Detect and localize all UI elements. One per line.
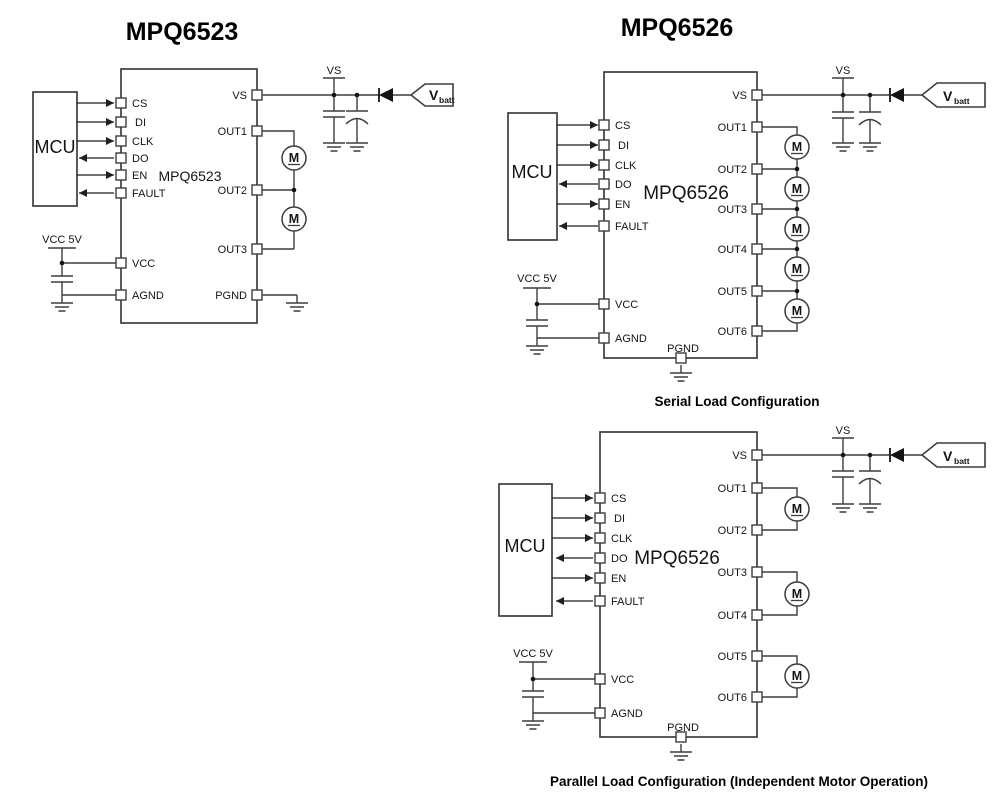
motor-label: M <box>288 151 300 165</box>
pin-square-di <box>599 140 609 150</box>
pin-label-out5: OUT5 <box>717 286 747 298</box>
ground-icon <box>346 135 368 151</box>
vcc-flag-label: VCC 5V <box>517 273 557 285</box>
pin-label-do: DO <box>611 553 628 565</box>
pin-square-fault <box>595 596 605 606</box>
pin-label-vs: VS <box>732 450 747 462</box>
vs-wires <box>262 78 411 135</box>
mcu-label: MCU <box>511 162 553 182</box>
junction-dot <box>535 302 540 307</box>
mcu-label: MCU <box>504 536 546 556</box>
circuit-mpq6526-parallel <box>499 425 985 789</box>
pin-label-pgnd: PGND <box>667 722 699 734</box>
vbatt-label: V <box>943 88 953 104</box>
pin-square-do <box>599 179 609 189</box>
motor-label: M <box>791 587 803 601</box>
ground-icon <box>522 713 544 729</box>
pin-square-do <box>116 153 126 163</box>
pin-label-out1: OUT1 <box>717 122 747 134</box>
pin-label-out4: OUT4 <box>717 610 747 622</box>
junction-dot <box>868 93 873 98</box>
junction-dot <box>531 677 536 682</box>
circuit-mpq6526-serial <box>508 14 985 409</box>
junction-dot <box>355 93 360 98</box>
pin-square-clk <box>116 136 126 146</box>
capacitor-icon <box>522 691 544 697</box>
pin-square-cs <box>599 120 609 130</box>
pin-square-vs <box>752 90 762 100</box>
junction-dot <box>292 188 297 193</box>
pin-label-cs: CS <box>132 98 148 110</box>
pin-square-out5 <box>752 286 762 296</box>
pin-label-vcc: VCC <box>615 299 639 311</box>
ic-label: MPQ6526 <box>634 548 720 569</box>
pin-square-out1 <box>752 122 762 132</box>
pin-square-out2 <box>752 164 762 174</box>
pin-square-en <box>595 573 605 583</box>
vbatt-sub-label: batt <box>954 456 970 466</box>
ground-icon <box>51 295 73 311</box>
pin-square-clk <box>599 160 609 170</box>
capacitor-icon <box>832 471 854 477</box>
pin-label-cs: CS <box>615 120 631 132</box>
ground-icon <box>323 135 345 151</box>
pin-square-out5 <box>752 651 762 661</box>
ground-icon <box>832 135 854 151</box>
motor-label: M <box>791 222 803 236</box>
vcc-wires <box>48 248 116 295</box>
ground-icon <box>859 496 881 512</box>
mcu-signal-arrows <box>77 103 114 193</box>
pin-label-en: EN <box>132 170 148 182</box>
vbatt-sub-label: batt <box>954 96 970 106</box>
serial-caption: Serial Load Configuration <box>654 394 820 409</box>
junction-dot <box>795 247 800 252</box>
pin-label-vs: VS <box>732 90 747 102</box>
ground-icon <box>859 135 881 151</box>
pin-label-out6: OUT6 <box>717 326 747 338</box>
vs-flag-label: VS <box>835 65 851 77</box>
pin-square-pgnd <box>252 290 262 300</box>
junction-dot <box>795 167 800 172</box>
pin-label-agnd: AGND <box>615 333 647 345</box>
parallel-caption: Parallel Load Configuration (Independent Motor Operation) <box>550 774 928 789</box>
ground-icon <box>526 338 548 354</box>
pin-square-out6 <box>752 692 762 702</box>
vbatt-label: V <box>943 448 953 464</box>
mcu-signal-arrows <box>557 125 598 226</box>
pin-label-cs: CS <box>611 493 627 505</box>
vbatt-label: V <box>429 87 439 103</box>
pin-square-vs <box>252 90 262 100</box>
pin-square-out3 <box>752 567 762 577</box>
pin-label-out1: OUT1 <box>217 126 247 138</box>
pin-label-do: DO <box>132 153 149 165</box>
pin-square-fault <box>116 188 126 198</box>
pin-square-vcc <box>599 299 609 309</box>
ground-icon <box>670 365 692 381</box>
pin-square-do <box>595 553 605 563</box>
circuit2-title: MPQ6526 <box>620 14 734 42</box>
pin-label-fault: FAULT <box>611 596 645 608</box>
pin-square-vs <box>752 450 762 460</box>
vcc-wires <box>523 288 599 338</box>
motor-label: M <box>791 502 803 516</box>
pin-square-out2 <box>252 185 262 195</box>
ground-icon <box>832 496 854 512</box>
motor-label: M <box>791 262 803 276</box>
pin-label-di: DI <box>618 140 629 152</box>
vs-flag-label: VS <box>326 65 342 77</box>
pin-square-out6 <box>752 326 762 336</box>
pin-square-agnd <box>116 290 126 300</box>
pin-label-out4: OUT4 <box>717 244 747 256</box>
pin-label-out2: OUT2 <box>717 525 747 537</box>
motor-loads <box>762 488 809 697</box>
motor-label: M <box>791 140 803 154</box>
pgnd-branch <box>262 295 308 311</box>
pin-label-en: EN <box>615 199 631 211</box>
mcu-label: MCU <box>34 137 76 157</box>
pin-label-agnd: AGND <box>132 290 164 302</box>
pin-label-do: DO <box>615 179 632 191</box>
pin-label-agnd: AGND <box>611 708 643 720</box>
pin-label-clk: CLK <box>132 136 154 148</box>
pin-square-out4 <box>752 610 762 620</box>
diode-icon <box>379 88 393 102</box>
junction-dot <box>868 453 873 458</box>
pin-label-pgnd: PGND <box>215 290 247 302</box>
pin-square-cs <box>116 98 126 108</box>
pin-label-di: DI <box>135 117 146 129</box>
vs-rail <box>262 65 455 151</box>
junction-dot <box>332 93 337 98</box>
ic-label: MPQ6523 <box>158 168 222 184</box>
junction-dot <box>795 289 800 294</box>
pin-label-out3: OUT3 <box>717 204 747 216</box>
motor-label: M <box>791 669 803 683</box>
ground-icon <box>286 295 308 311</box>
pin-square-agnd <box>595 708 605 718</box>
pin-label-clk: CLK <box>615 160 637 172</box>
motor-label: M <box>288 212 300 226</box>
diode-icon <box>890 448 904 462</box>
vcc-wires <box>519 662 595 713</box>
junction-dot <box>841 453 846 458</box>
motor-label: M <box>791 182 803 196</box>
pin-label-out2: OUT2 <box>717 164 747 176</box>
capacitor-icon <box>526 320 548 326</box>
pin-label-vcc: VCC <box>611 674 635 686</box>
pin-square-clk <box>595 533 605 543</box>
pin-label-out6: OUT6 <box>717 692 747 704</box>
circuit1-title: MPQ6523 <box>125 18 239 46</box>
pin-label-out5: OUT5 <box>717 651 747 663</box>
pin-label-vcc: VCC <box>132 258 156 270</box>
pin-square-out2 <box>752 525 762 535</box>
pin-label-out1: OUT1 <box>717 483 747 495</box>
pin-square-out1 <box>252 126 262 136</box>
pin-square-en <box>599 199 609 209</box>
vcc-flag-label: VCC 5V <box>42 234 82 246</box>
pin-label-out3: OUT3 <box>717 567 747 579</box>
junction-dot <box>841 93 846 98</box>
vbatt-sub-label: batt <box>439 95 455 105</box>
pin-label-out3: OUT3 <box>217 244 247 256</box>
vs-flag-label: VS <box>835 425 851 437</box>
pin-square-di <box>116 117 126 127</box>
capacitor-icon <box>832 112 854 118</box>
vcc-5v-branch <box>513 648 595 729</box>
pin-square-di <box>595 513 605 523</box>
pin-label-pgnd: PGND <box>667 343 699 355</box>
pin-square-fault <box>599 221 609 231</box>
pin-square-vcc <box>595 674 605 684</box>
pin-square-out1 <box>752 483 762 493</box>
vcc-flag-label: VCC 5V <box>513 648 553 660</box>
pin-label-di: DI <box>614 513 625 525</box>
diode-icon <box>890 88 904 102</box>
junction-dot <box>60 261 65 266</box>
pin-label-fault: FAULT <box>132 188 166 200</box>
pin-square-out3 <box>252 244 262 254</box>
junction-dot <box>795 207 800 212</box>
pin-square-en <box>116 170 126 180</box>
ic-label: MPQ6526 <box>643 183 729 204</box>
vcc-5v-branch <box>517 273 599 354</box>
capacitor-icon <box>323 111 345 117</box>
pin-square-out4 <box>752 244 762 254</box>
mcu-signal-arrows <box>552 498 593 601</box>
pin-label-en: EN <box>611 573 627 585</box>
motor-label: M <box>791 304 803 318</box>
pin-square-out3 <box>752 204 762 214</box>
motor-loads <box>762 127 809 331</box>
pin-label-clk: CLK <box>611 533 633 545</box>
pin-label-out2: OUT2 <box>217 185 247 197</box>
pin-square-agnd <box>599 333 609 343</box>
pin-square-cs <box>595 493 605 503</box>
ground-icon <box>670 744 692 760</box>
pin-square-vcc <box>116 258 126 268</box>
pin-label-fault: FAULT <box>615 221 649 233</box>
vcc-5v-branch <box>42 234 116 311</box>
capacitor-icon <box>51 276 73 282</box>
pin-label-vs: VS <box>232 90 247 102</box>
circuit-mpq6523 <box>33 18 455 323</box>
motor-loads <box>262 131 306 249</box>
